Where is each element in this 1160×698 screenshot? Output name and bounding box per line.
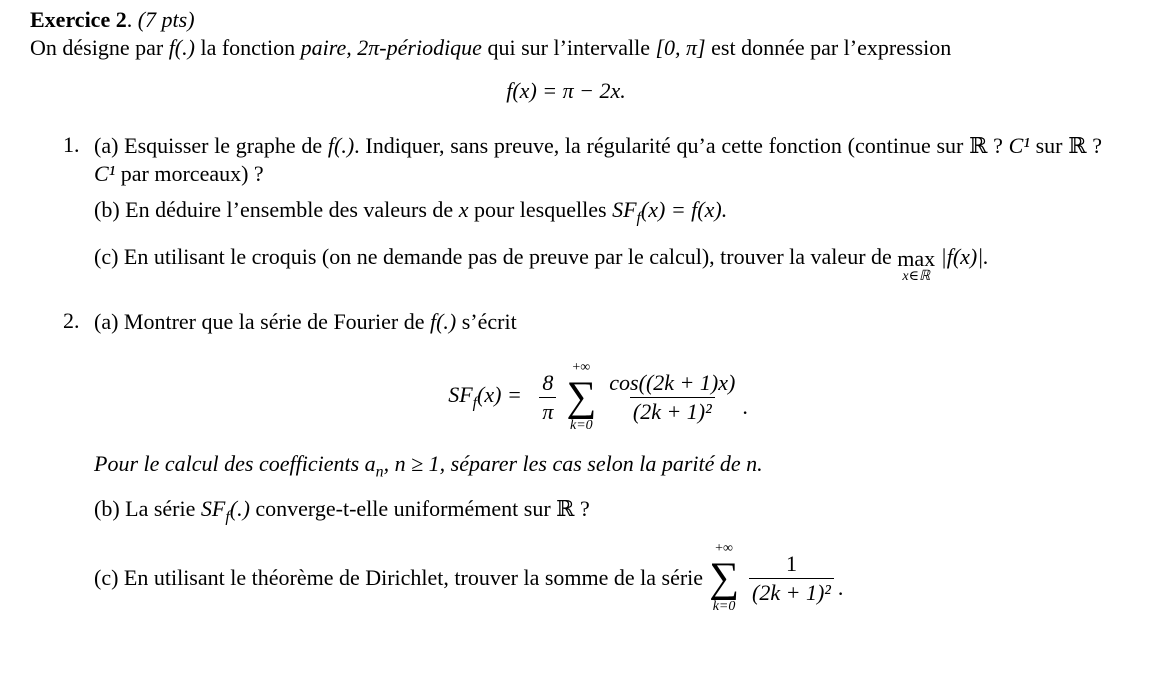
note-text: Pour le calcul des coefficients a [94,451,376,477]
math-sf: SF [612,197,637,222]
math-subscript-f: f [636,209,641,227]
question-text: ? [987,133,1009,158]
function-definition-equation [30,76,1102,106]
exercise-title: Exercice 2 [30,7,127,32]
math-f: f(.) [429,309,457,335]
item-number: 2. [63,308,80,334]
question-text: sur [1029,133,1069,158]
enum-item-2 [30,308,1102,615]
summation-operator [709,541,739,615]
question-text: s’écrit [456,309,517,335]
fraction-denominator: π [539,397,556,426]
question-text: . Indiquer, sans preuve, la régularité qu’a cette fonction (continue sur [354,133,970,158]
fraction-series-term [749,550,834,606]
math-interval: [0, π] [655,35,706,60]
max-label: max [897,246,936,272]
max-limit: x∈ℝ [902,269,931,285]
math-equality: (x) = f(x). [640,197,728,222]
intro-text: On désigne par [30,35,169,60]
sum-lower-limit: k=0 [712,599,736,615]
intro-text: est donnée par l’expression [705,35,952,60]
sum-upper-limit: +∞ [715,541,733,557]
item-1a [94,132,1102,188]
item-2a [94,308,1102,336]
question-text: converge-t-elle uniformément sur [249,495,557,521]
item-number: 1. [63,132,80,157]
math-reals: ℝ [969,133,988,158]
math-x: x [458,197,469,222]
math-reals: ℝ [1068,133,1087,158]
exercise-points: (7 pts) [137,7,195,32]
item-2c [94,541,1102,615]
fraction-numerator: 1 [785,551,797,577]
math-reals: ℝ [556,495,575,521]
math-c1: C¹ [94,161,116,186]
math-f: f(.) [327,133,355,158]
question-text: (b) En déduire l’ensemble des valeurs de [94,197,459,222]
math-dot-arg: (.) [229,495,250,521]
sigma-symbol: ∑ [566,374,597,421]
fraction-cosine-term [606,369,738,425]
fraction-numerator: 8 [542,370,554,396]
math-sf: SF [448,382,473,408]
emphasized-text: paire, 2π-périodique [300,35,482,60]
question-text: par morceaux) ? [115,161,264,186]
fourier-series-equation [94,360,1102,434]
item-1c [94,240,1102,285]
fraction-8-over-pi [539,369,556,425]
intro-text: qui sur l’intervalle [481,35,656,60]
question-text: (a) Montrer que la série de Fourier de [94,309,430,335]
item-2-body [94,308,1102,615]
item-1-body [94,132,1103,285]
question-text: pour lesquelles [468,197,613,222]
equation-period: . [837,575,844,601]
math-subscript-f: f [225,508,230,526]
math-abs-f: |f(x)|. [940,244,989,270]
sigma-symbol: ∑ [709,555,740,602]
item-2-note [94,450,1102,486]
intro-paragraph [30,34,1102,62]
question-text: (a) Esquisser le graphe de [94,133,328,158]
question-text: (c) En utilisant le théorème de Dirichlet, trouver la somme de la série [94,565,704,591]
sum-lower-limit: k=0 [569,418,593,434]
max-operator [897,247,935,285]
question-text: (b) La série [94,495,201,521]
fraction-denominator: (2k + 1)² [749,578,834,607]
math-subscript-n: n [375,463,384,481]
item-2b [94,495,1102,531]
fraction-denominator: (2k + 1)² [630,397,715,426]
summation-operator [566,360,596,434]
enum-item-1 [30,132,1103,285]
item-1b [94,196,1102,232]
sum-upper-limit: +∞ [572,360,591,376]
question-text: ? [574,495,590,521]
equation-lhs [448,382,527,412]
note-text: , n ≥ 1, séparer les cas selon la parité de n. [383,451,763,477]
equation-text: f(x) = π − 2x. [506,78,626,103]
fraction-numerator: cos((2k + 1)x) [609,370,736,396]
math-c1: C¹ [1008,133,1030,158]
math-subscript-f: f [472,394,478,412]
math-f: f(.) [168,35,195,60]
equation-period: . [742,394,748,420]
math-equals: (x) = [477,382,528,408]
math-sf: SF [200,495,226,521]
question-text: (c) En utilisant le croquis (on ne demande pas de preuve par le calcul), trouver la valeur de [94,244,898,270]
exercise-heading [30,6,1102,34]
question-text: ? [1086,133,1103,158]
intro-text: la fonction [194,35,301,60]
heading-separator: . [126,7,138,32]
